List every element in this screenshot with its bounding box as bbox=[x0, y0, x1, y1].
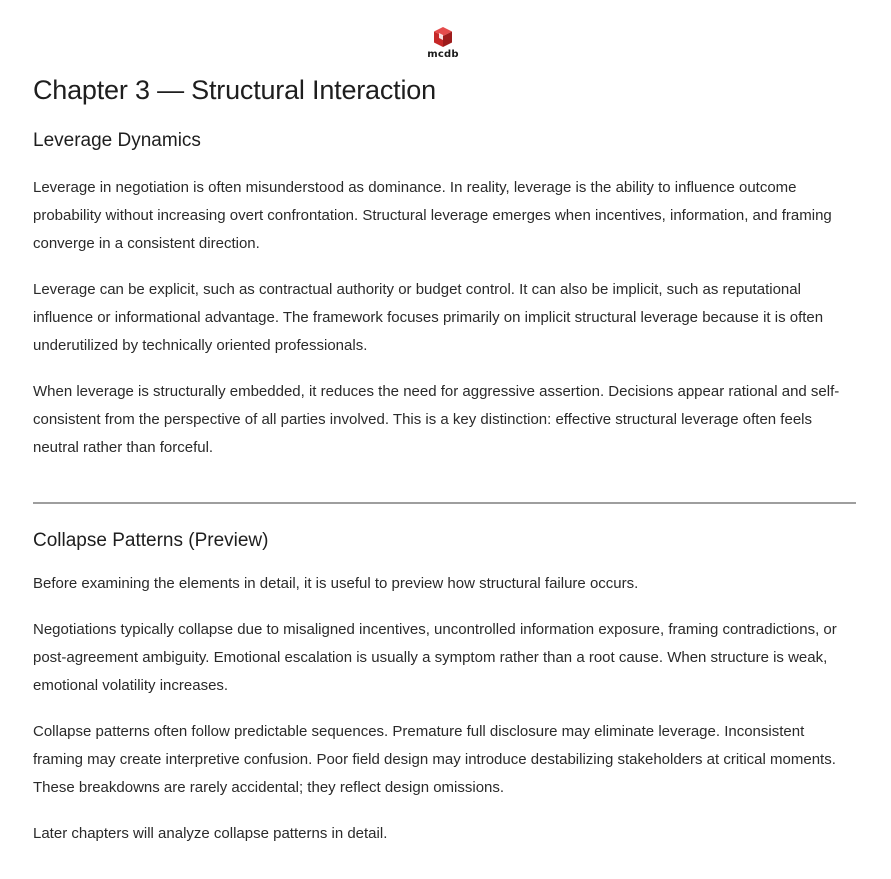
section-divider bbox=[33, 502, 856, 504]
brand-logo bbox=[425, 26, 461, 60]
red-cube-icon bbox=[432, 26, 454, 48]
paragraph: Before examining the elements in detail, it is useful to preview how structural failure occurs. bbox=[33, 575, 639, 592]
chapter-title: Chapter 3 — Structural Interaction bbox=[33, 75, 436, 105]
paragraph: Collapse patterns often follow predictable sequences. Premature full disclosure may eliminate leverage. Inconsistent framing may create interpretive confusion. Poor field design may introduce destabilizing stakeholders at critical moments. These breakdowns are rarely accidental; they reflect design omissions. bbox=[33, 723, 836, 796]
paragraph: Negotiations typically collapse due to misaligned incentives, uncontrolled information exposure, framing contradictions, or post-agreement ambiguity. Emotional escalation is usually a symptom rather than a root cause. When structure is weak, emotional volatility increases. bbox=[33, 621, 837, 694]
section-heading-leverage-dynamics: Leverage Dynamics bbox=[33, 130, 201, 151]
logo-text: mcdb bbox=[427, 49, 459, 60]
section-heading-collapse-patterns: Collapse Patterns (Preview) bbox=[33, 530, 269, 551]
paragraph: Leverage can be explicit, such as contractual authority or budget control. It can also be implicit, such as reputational influence or informational advantage. The framework focuses primarily on implicit structural leverage because it is often underutilized by technically oriented professionals. bbox=[33, 281, 824, 354]
document-body bbox=[33, 72, 856, 848]
paragraph: Later chapters will analyze collapse patterns in detail. bbox=[33, 825, 388, 842]
paragraph: When leverage is structurally embedded, it reduces the need for aggressive assertion. Decisions appear rational and self-consistent from the perspective of all parties involved. This is a key distinction: effective structural leverage often feels neutral rather than forceful. bbox=[33, 383, 840, 456]
paragraph: Leverage in negotiation is often misunderstood as dominance. In reality, leverage is the ability to influence outcome probability without increasing overt confrontation. Structural leverage emerges when incentives, information, and framing converge in a consistent direction. bbox=[33, 179, 832, 252]
